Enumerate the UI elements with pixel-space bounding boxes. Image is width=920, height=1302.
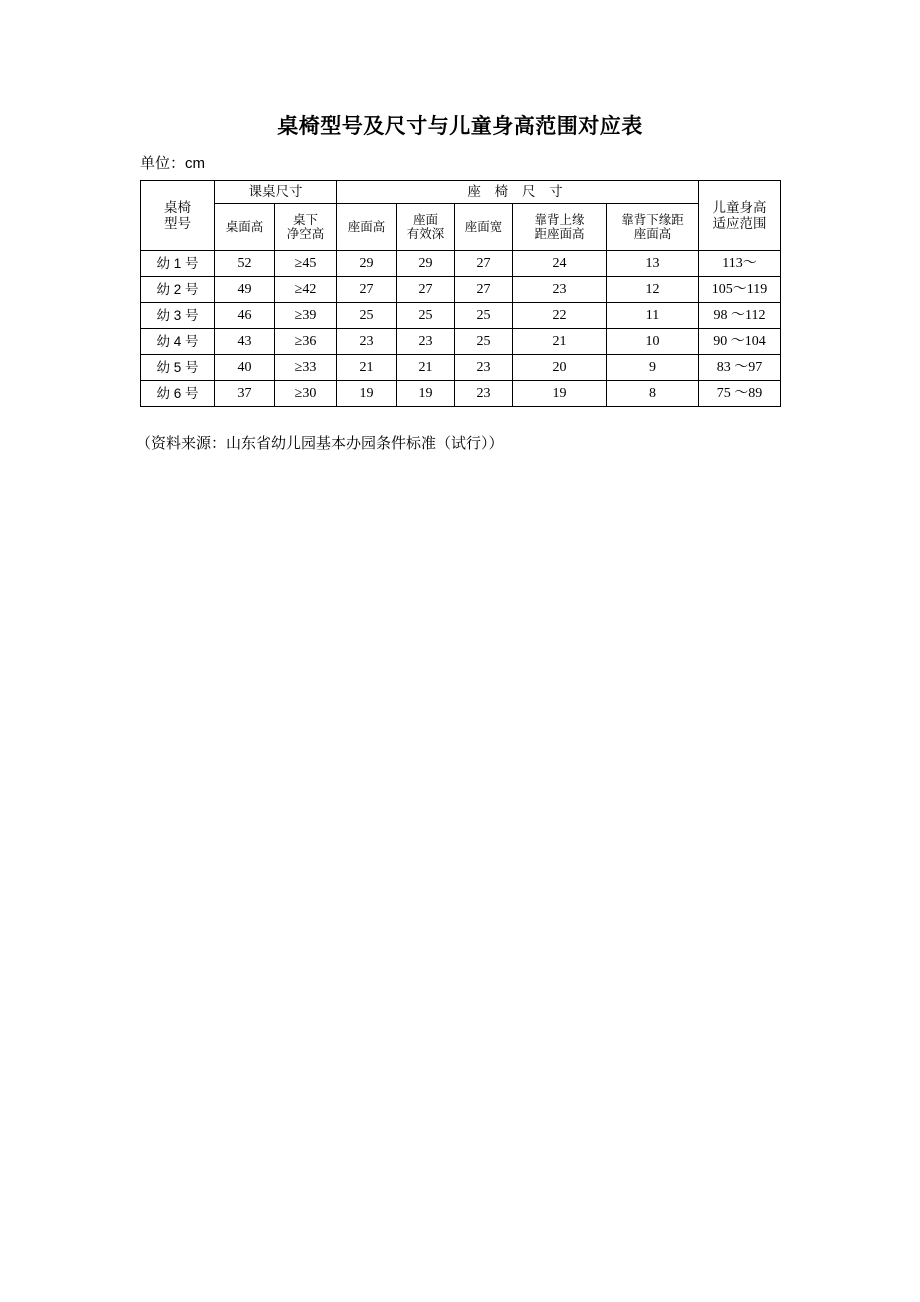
- cell-backrest-lower: 13: [607, 251, 699, 277]
- cell-desk-clearance: ≥45: [275, 251, 337, 277]
- cell-desk-top-height: 49: [215, 277, 275, 303]
- cell-backrest-lower: 11: [607, 303, 699, 329]
- cell-desk-top-height: 46: [215, 303, 275, 329]
- furniture-spec-table: [140, 180, 781, 407]
- cell-desk-clearance: ≥42: [275, 277, 337, 303]
- header-seat-depth-line1: 座面: [412, 212, 438, 227]
- header-seat-height: [337, 204, 397, 251]
- header-desk-clearance-line1: 桌下: [292, 212, 318, 227]
- cell-seat-depth: 21: [397, 355, 455, 381]
- header-backrest-lower-line1: 靠背下缘距: [621, 212, 684, 227]
- cell-model: 幼 4 号: [141, 329, 215, 355]
- table-row: [141, 277, 781, 303]
- cell-height-range: 75 ～89: [699, 381, 781, 407]
- table-row: [141, 329, 781, 355]
- cell-model: 幼 5 号: [141, 355, 215, 381]
- header-backrest-lower-line2: 座面高: [633, 227, 672, 241]
- header-height-range-line2: 适应范围: [712, 215, 767, 231]
- source-note: （资料来源：山东省幼儿园基本办园条件标准（试行））: [136, 435, 504, 452]
- header-height-range: [699, 181, 781, 251]
- table-row: [141, 251, 781, 277]
- table-header-sub-row: [141, 204, 781, 251]
- header-desk-top-height: [215, 204, 275, 251]
- cell-seat-height: 25: [337, 303, 397, 329]
- cell-backrest-upper: 23: [513, 277, 607, 303]
- cell-seat-height: 27: [337, 277, 397, 303]
- header-backrest-upper: [513, 204, 607, 251]
- unit-note: 单位：cm: [140, 155, 205, 172]
- cell-seat-width: 27: [455, 277, 513, 303]
- cell-desk-top-height: 37: [215, 381, 275, 407]
- header-model-line2: 型号: [164, 215, 191, 231]
- cell-backrest-lower: 9: [607, 355, 699, 381]
- cell-model: 幼 6 号: [141, 381, 215, 407]
- cell-seat-height: 23: [337, 329, 397, 355]
- cell-backrest-upper: 24: [513, 251, 607, 277]
- cell-desk-clearance: ≥39: [275, 303, 337, 329]
- cell-model: 幼 1 号: [141, 251, 215, 277]
- table-header-group-row: [141, 181, 781, 204]
- cell-backrest-lower: 12: [607, 277, 699, 303]
- table-row: [141, 381, 781, 407]
- cell-height-range: 113～: [699, 251, 781, 277]
- cell-height-range: 105～119: [699, 277, 781, 303]
- cell-backrest-lower: 8: [607, 381, 699, 407]
- header-model: [141, 181, 215, 251]
- cell-seat-height: 21: [337, 355, 397, 381]
- cell-height-range: 83 ～97: [699, 355, 781, 381]
- page-title: 桌椅型号及尺寸与儿童身高范围对应表: [277, 115, 643, 138]
- cell-seat-depth: 19: [397, 381, 455, 407]
- table-row: [141, 303, 781, 329]
- header-seat-width: [455, 204, 513, 251]
- header-seat-height-line1: 座面高: [347, 219, 386, 234]
- header-desk-clearance-line2: 净空高: [286, 227, 325, 241]
- header-seat-width-line1: 座面宽: [464, 219, 503, 234]
- cell-seat-width: 23: [455, 355, 513, 381]
- header-seat-depth-line2: 有效深: [406, 227, 445, 241]
- cell-seat-width: 27: [455, 251, 513, 277]
- cell-desk-top-height: 43: [215, 329, 275, 355]
- header-backrest-upper-line1: 靠背上缘: [534, 212, 585, 227]
- cell-seat-width: 25: [455, 303, 513, 329]
- cell-height-range: 90 ～104: [699, 329, 781, 355]
- table-row: [141, 355, 781, 381]
- cell-seat-depth: 23: [397, 329, 455, 355]
- header-group-chair: 座 椅 尺 寸: [337, 181, 699, 204]
- cell-backrest-upper: 19: [513, 381, 607, 407]
- header-desk-top-height-line1: 桌面高: [225, 219, 264, 234]
- cell-seat-depth: 27: [397, 277, 455, 303]
- cell-seat-height: 29: [337, 251, 397, 277]
- cell-desk-clearance: ≥36: [275, 329, 337, 355]
- cell-desk-clearance: ≥33: [275, 355, 337, 381]
- header-seat-depth: [397, 204, 455, 251]
- cell-desk-clearance: ≥30: [275, 381, 337, 407]
- cell-model: 幼 3 号: [141, 303, 215, 329]
- header-height-range-line1: 儿童身高: [712, 199, 767, 215]
- header-backrest-upper-line2: 距座面高: [534, 227, 585, 241]
- cell-backrest-lower: 10: [607, 329, 699, 355]
- cell-height-range: 98 ～112: [699, 303, 781, 329]
- header-desk-clearance: [275, 204, 337, 251]
- header-model-line1: 桌椅: [164, 199, 191, 215]
- header-backrest-lower: [607, 204, 699, 251]
- cell-seat-depth: 29: [397, 251, 455, 277]
- cell-seat-height: 19: [337, 381, 397, 407]
- cell-seat-width: 25: [455, 329, 513, 355]
- cell-desk-top-height: 52: [215, 251, 275, 277]
- cell-model: 幼 2 号: [141, 277, 215, 303]
- cell-backrest-upper: 22: [513, 303, 607, 329]
- cell-backrest-upper: 21: [513, 329, 607, 355]
- cell-backrest-upper: 20: [513, 355, 607, 381]
- cell-desk-top-height: 40: [215, 355, 275, 381]
- table-body: [141, 251, 781, 407]
- cell-seat-width: 23: [455, 381, 513, 407]
- header-group-desk: 课桌尺寸: [215, 181, 337, 204]
- table-header: [141, 181, 781, 251]
- cell-seat-depth: 25: [397, 303, 455, 329]
